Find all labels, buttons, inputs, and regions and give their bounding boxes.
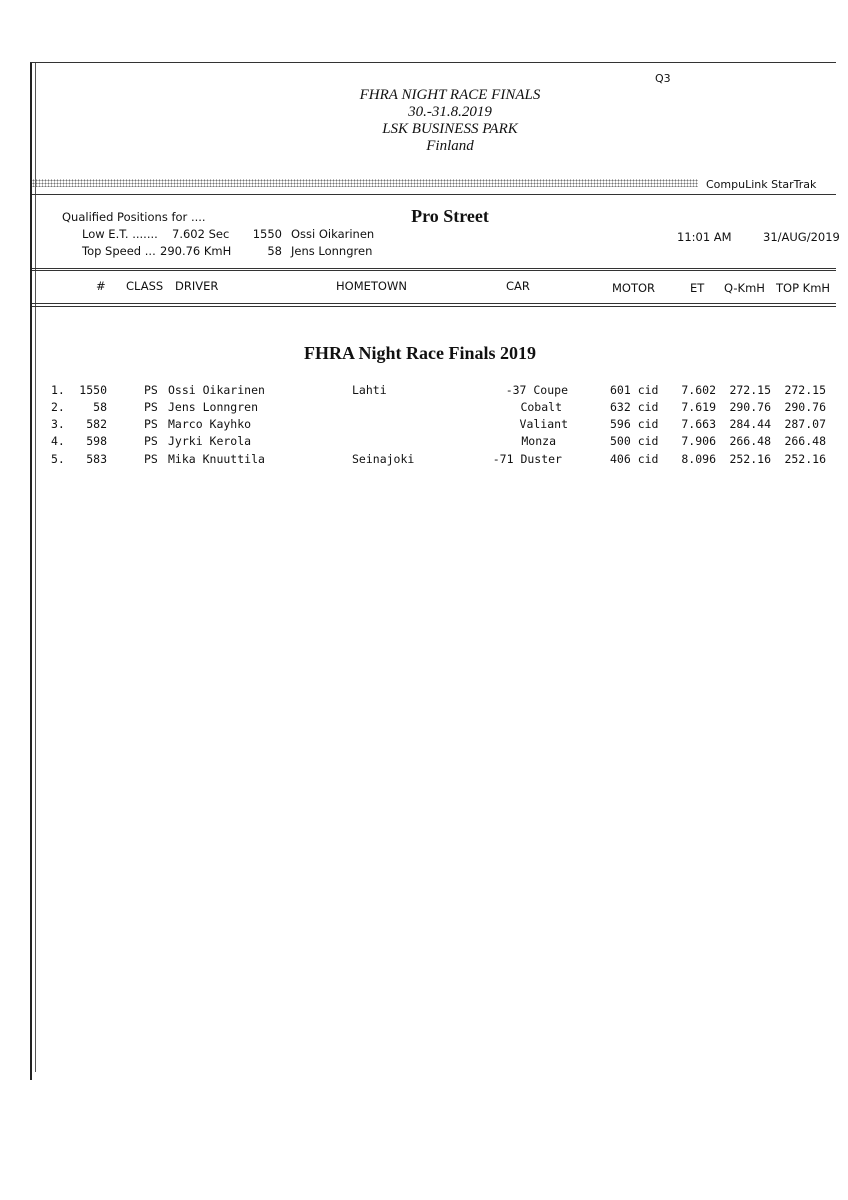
event-country: Finland: [426, 138, 474, 154]
section-title: FHRA Night Race Finals 2019: [304, 343, 536, 363]
cell-pos: 2.: [51, 400, 65, 414]
qualified-label: Qualified Positions for ....: [62, 210, 206, 224]
report-date: 31/AUG/2019: [763, 230, 840, 244]
col-num: #: [96, 279, 106, 293]
col-motor: MOTOR: [612, 281, 656, 295]
cell-num: 582: [86, 417, 107, 431]
cell-num: 583: [86, 452, 107, 466]
low-et-label: Low E.T. .......: [82, 227, 158, 241]
top-speed-number: 58: [267, 244, 282, 258]
cell-pos: 3.: [51, 417, 65, 431]
cell-num: 598: [86, 434, 107, 448]
cell-topkmh: 266.48: [784, 434, 826, 448]
cell-topkmh: 272.15: [784, 383, 826, 397]
system-label: CompuLink StarTrak: [706, 178, 817, 191]
divider-line: [32, 306, 836, 307]
event-dates: 30.-31.8.2019: [408, 104, 492, 120]
cell-pos: 5.: [51, 452, 65, 466]
low-et-number: 1550: [252, 227, 282, 241]
frame-left-border: [30, 62, 32, 1080]
cell-driver: Mika Knuuttila: [168, 452, 265, 466]
cell-class: PS: [144, 434, 158, 448]
cell-qkmh: 290.76: [729, 400, 771, 414]
cell-et: 7.619: [681, 400, 716, 414]
col-et: ET: [690, 281, 705, 295]
cell-driver: Jyrki Kerola: [168, 434, 252, 448]
cell-qkmh: 272.15: [729, 383, 771, 397]
cell-topkmh: 287.07: [784, 417, 826, 431]
cell-qkmh: 284.44: [729, 417, 771, 431]
event-venue: LSK BUSINESS PARK: [382, 121, 518, 137]
cell-driver: Ossi Oikarinen: [168, 383, 265, 397]
col-class: CLASS: [126, 279, 164, 293]
col-driver: DRIVER: [175, 279, 219, 293]
low-et-value: 7.602 Sec: [172, 227, 230, 241]
cell-et: 8.096: [681, 452, 716, 466]
cell-topkmh: 252.16: [784, 452, 826, 466]
cell-driver: Marco Kayhko: [168, 417, 252, 431]
top-speed-label: Top Speed ...: [82, 244, 156, 258]
cell-et: 7.906: [681, 434, 716, 448]
divider-line: [32, 303, 836, 304]
cell-car: Cobalt: [520, 400, 562, 414]
table-row: [0, 434, 848, 450]
class-title: Pro Street: [411, 206, 489, 226]
cell-car: Monza: [521, 434, 556, 448]
cell-num: 1550: [79, 383, 107, 397]
cell-motor: 406 cid: [610, 452, 659, 466]
event-title: FHRA NIGHT RACE FINALS: [359, 87, 541, 103]
frame-top-border: [30, 62, 836, 63]
cell-qkmh: 252.16: [729, 452, 771, 466]
cell-class: PS: [144, 383, 158, 397]
divider-line: [32, 194, 836, 195]
col-hometown: HOMETOWN: [336, 279, 407, 293]
report-time: 11:01 AM: [677, 230, 732, 244]
cell-topkmh: 290.76: [784, 400, 826, 414]
low-et-driver: Ossi Oikarinen: [291, 227, 375, 241]
cell-hometown: Seinajoki: [352, 452, 415, 466]
cell-pos: 4.: [51, 434, 65, 448]
cell-car: -71 Duster: [492, 452, 562, 466]
cell-pos: 1.: [51, 383, 65, 397]
cell-qkmh: 266.48: [729, 434, 771, 448]
frame-inner-border: [35, 62, 36, 1072]
cell-car: -37 Coupe: [505, 383, 568, 397]
col-topkmh: TOP KmH: [776, 281, 831, 295]
round-label: Q3: [655, 72, 671, 85]
top-speed-value: 290.76 KmH: [160, 244, 232, 258]
cell-class: PS: [144, 417, 158, 431]
cell-motor: 500 cid: [610, 434, 659, 448]
dotted-band: [32, 179, 698, 187]
cell-motor: 632 cid: [610, 400, 659, 414]
cell-class: PS: [144, 452, 158, 466]
table-row: [0, 383, 848, 399]
cell-motor: 601 cid: [610, 383, 659, 397]
top-speed-driver: Jens Lonngren: [291, 244, 373, 258]
table-row: [0, 452, 848, 468]
cell-et: 7.663: [681, 417, 716, 431]
divider-line: [32, 270, 836, 271]
table-row: [0, 417, 848, 433]
cell-motor: 596 cid: [610, 417, 659, 431]
cell-driver: Jens Lonngren: [168, 400, 259, 414]
cell-car: Valiant: [519, 417, 568, 431]
cell-num: 58: [93, 400, 107, 414]
cell-et: 7.602: [681, 383, 716, 397]
table-row: [0, 400, 848, 416]
col-qkmh: Q-KmH: [724, 281, 765, 295]
divider-line: [32, 268, 836, 269]
col-car: CAR: [506, 279, 530, 293]
cell-hometown: Lahti: [352, 383, 387, 397]
cell-class: PS: [144, 400, 158, 414]
